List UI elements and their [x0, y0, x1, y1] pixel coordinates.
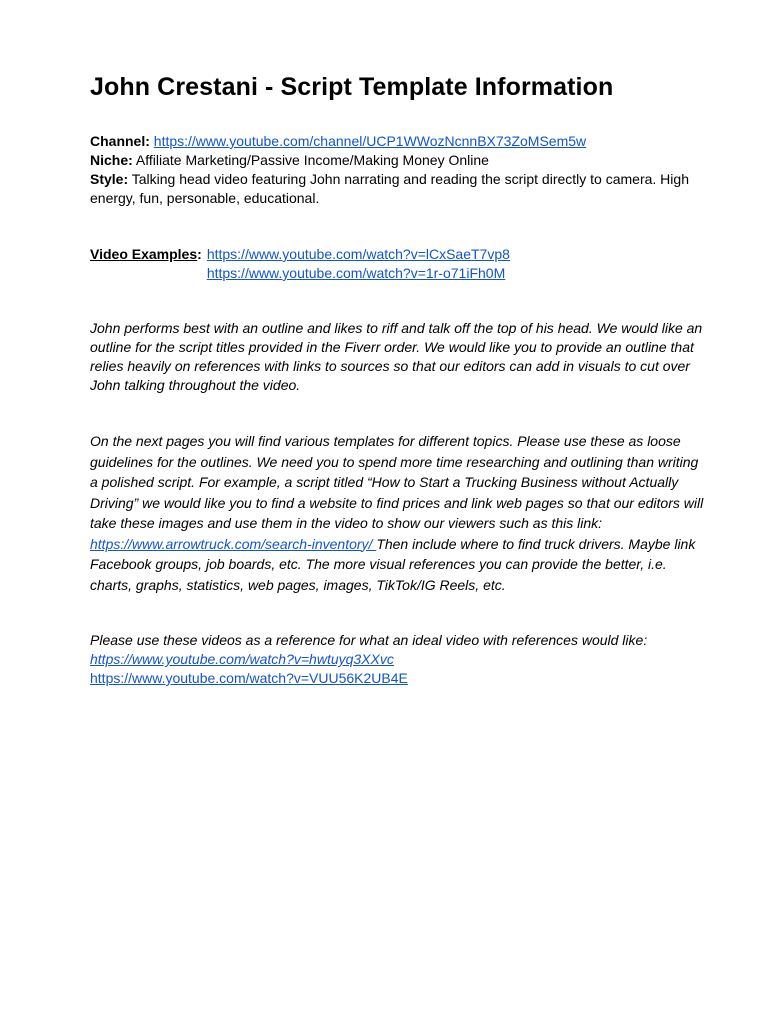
- channel-label: Channel:: [90, 133, 150, 149]
- video-example-link-2[interactable]: https://www.youtube.com/watch?v=1r-o71iFh0M: [206, 265, 506, 281]
- niche-line: [90, 151, 708, 170]
- niche-label: Niche:: [90, 152, 133, 168]
- video-examples-section: [90, 245, 708, 283]
- style-line: [90, 170, 708, 208]
- templates-text-after: Then include where to find truck drivers. Maybe link Facebook groups, job boards, etc. The more visual references you can provide the better, i.e. charts, graphs, statistics, web pages, images, TikTok/IG Reels, etc.: [90, 535, 696, 593]
- arrowtruck-link[interactable]: https://www.arrowtruck.com/search-inventory/: [90, 535, 377, 552]
- style-value: Talking head video featuring John narrating and reading the script directly to camera. High energy, fun, personable, educational.: [90, 171, 689, 206]
- channel-info: [90, 132, 708, 208]
- video-example-link-1[interactable]: https://www.youtube.com/watch?v=lCxSaeT7vp8: [206, 246, 510, 262]
- reference-video-link-1[interactable]: https://www.youtube.com/watch?v=hwtuyq3XXvc: [90, 651, 394, 667]
- reference-videos-text: Please use these videos as a reference for what an ideal video with references would like:: [90, 632, 648, 648]
- niche-value: Affiliate Marketing/Passive Income/Making Money Online: [135, 152, 489, 168]
- channel-link[interactable]: https://www.youtube.com/channel/UCP1WWozNcnnBX73ZoMSem5w: [153, 133, 587, 149]
- reference-video-link-2[interactable]: https://www.youtube.com/watch?v=VUU56K2UB4E: [90, 670, 408, 686]
- templates-text-before: On the next pages you will find various templates for different topics. Please use these as loose guidelines for the outlines. We need you to spend more time researching and outlining than writing a polished script. For example, a script titled “How to Start a Trucking Business without Actually Driving” we would like you to find a website to find prices and link web pages so that our editors will take these images and use them in the video to show our viewers such as this link:: [90, 433, 704, 531]
- video-examples-label: Video Examples:: [90, 246, 202, 262]
- document-title: John Crestani - Script Template Information: [90, 73, 614, 101]
- reference-videos-paragraph: [90, 631, 708, 688]
- video-examples-links: [207, 245, 510, 283]
- style-label: Style:: [90, 171, 129, 187]
- channel-line: [90, 132, 708, 151]
- outline-paragraph: John performs best with an outline and likes to riff and talk off the top of his head. We would like an outline for the script titles provided in the Fiverr order. We would like you to provide an outline that relies heavily on references with links to sources so that our editors can add in visuals to cut over John talking throughout the video.: [90, 320, 703, 393]
- templates-paragraph: [90, 431, 708, 595]
